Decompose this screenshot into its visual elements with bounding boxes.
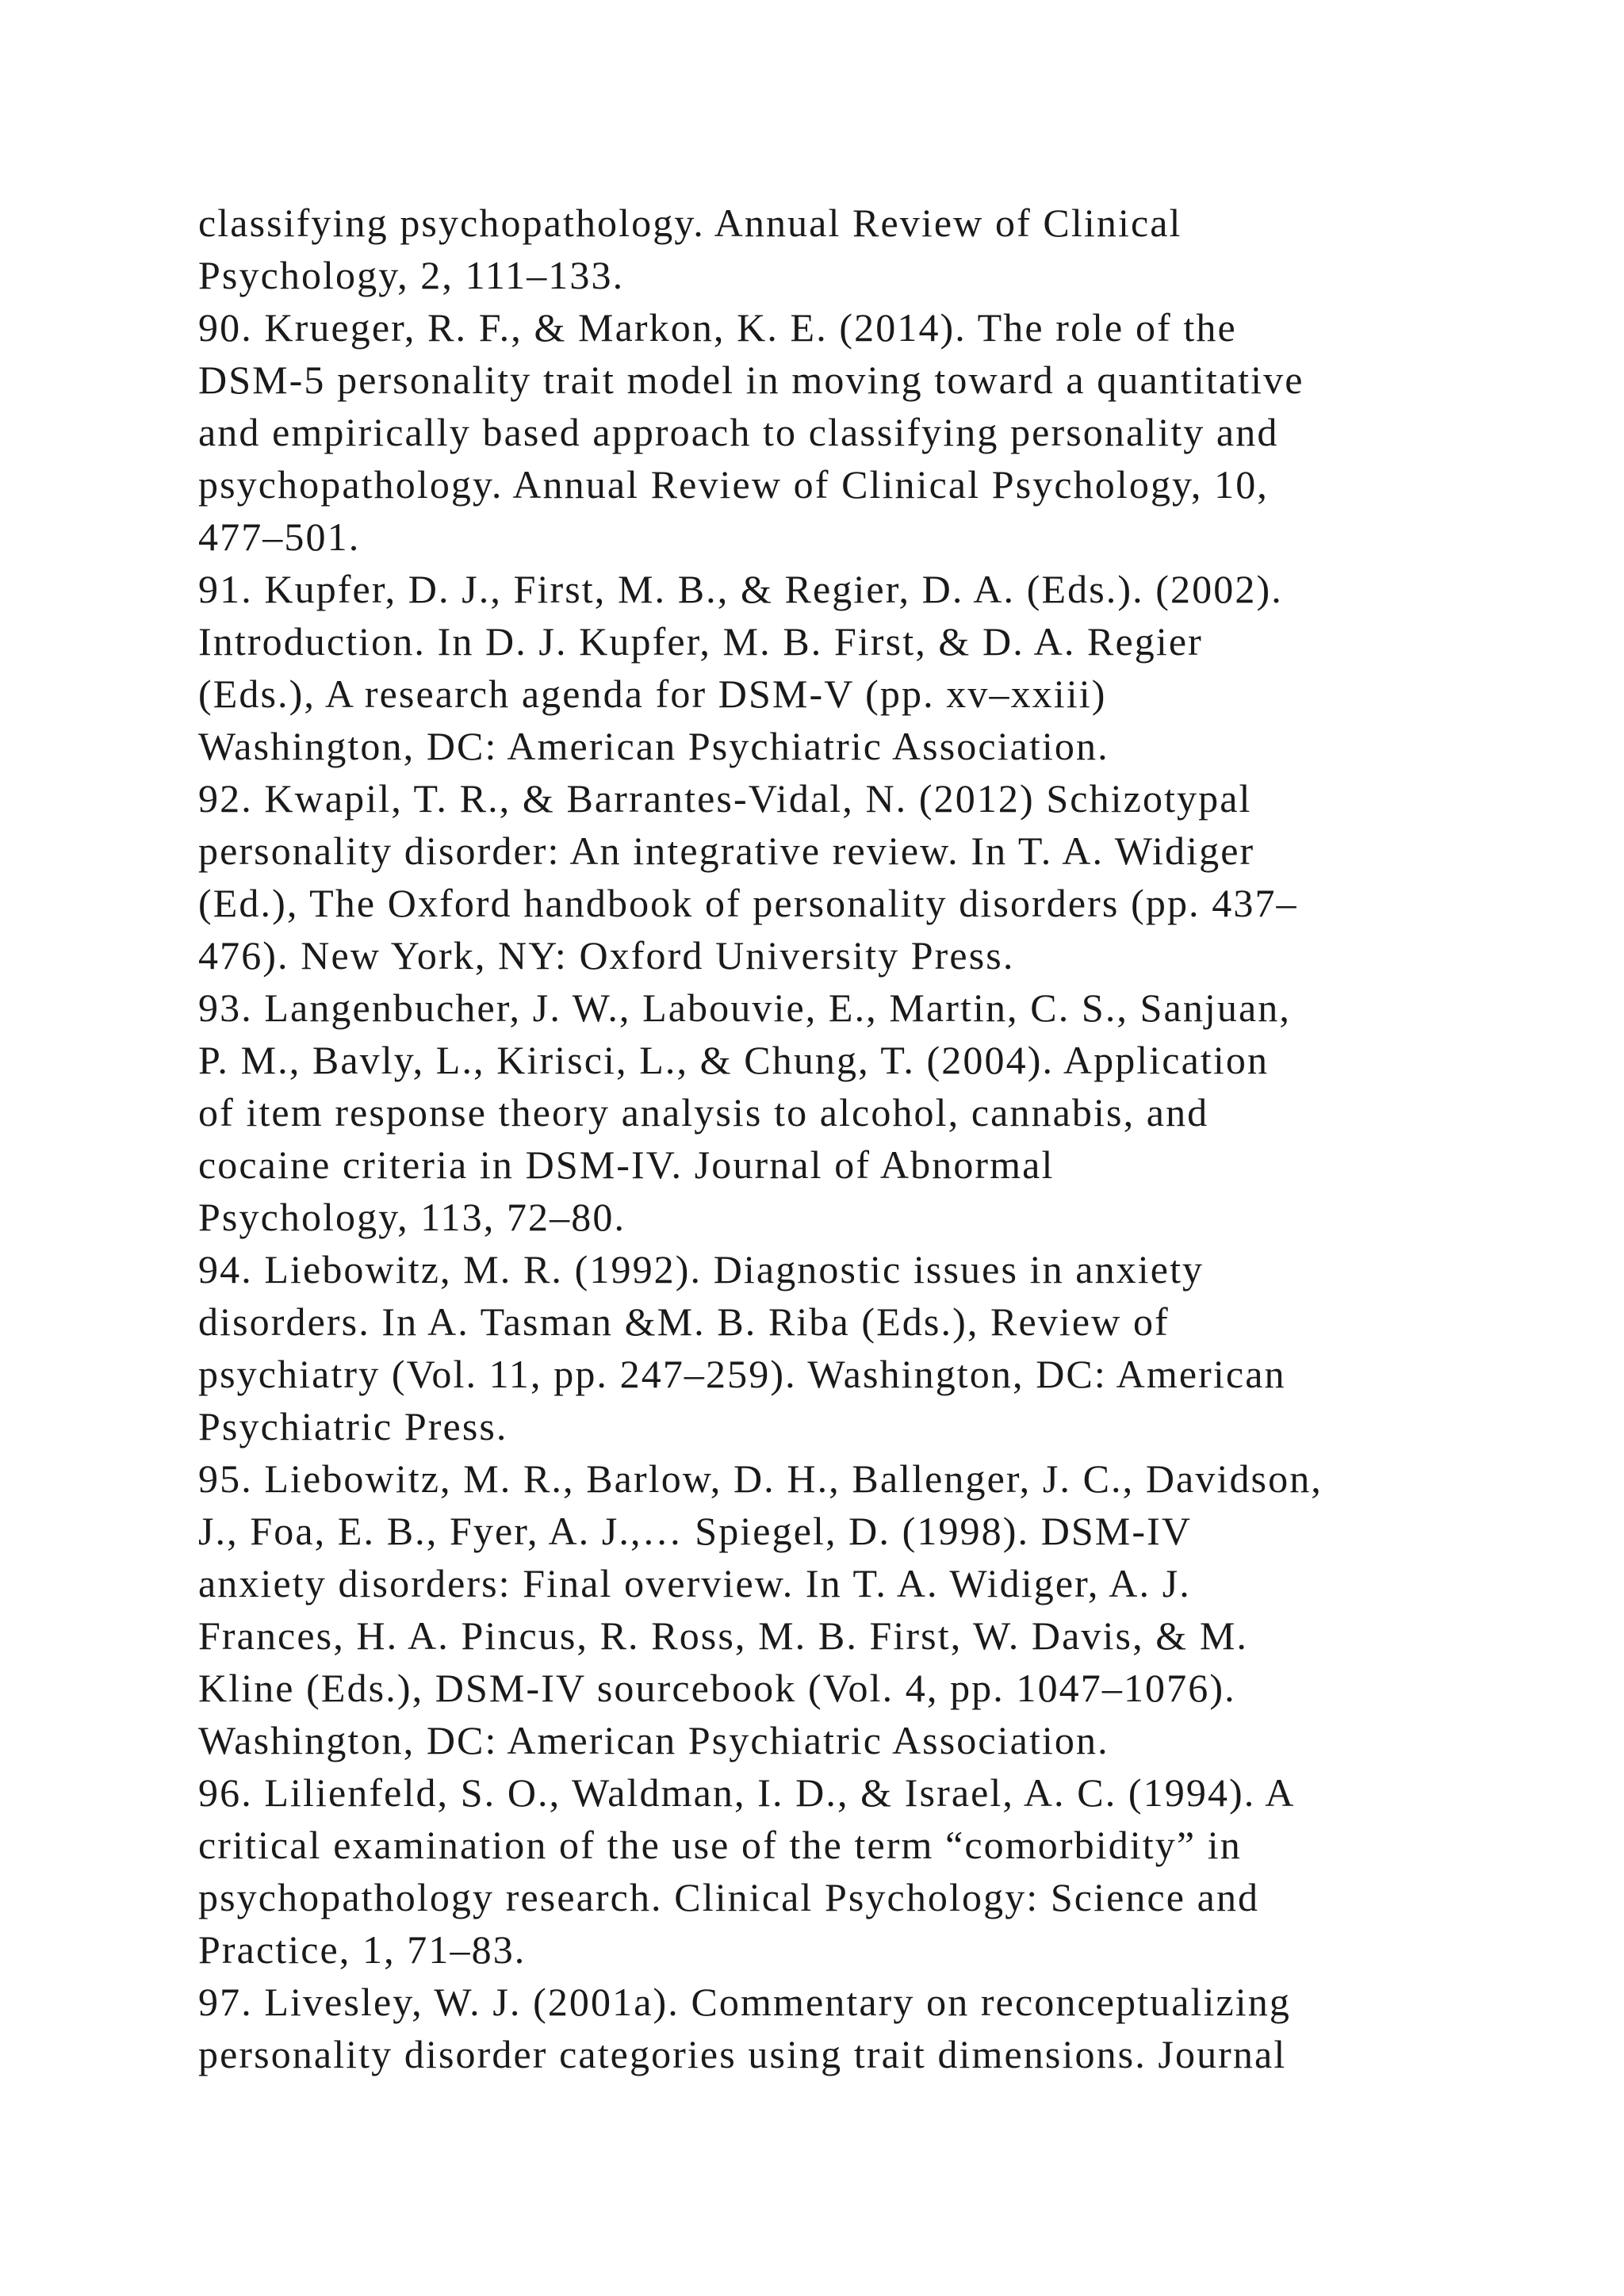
- text-line: J., Foa, E. B., Fyer, A. J.,… Spiegel, D. (1998). DSM-IV: [198, 1509, 1193, 1553]
- reference-entry-92: 92. Kwapil, T. R., & Barrantes-Vidal, N. (2012) Schizotypal: [198, 776, 1252, 821]
- reference-entry-97: 97. Livesley, W. J. (2001a). Commentary on reconceptualizing: [198, 1980, 1292, 2024]
- text-line: (Eds.), A research agenda for DSM-V (pp. xv–xxiii): [198, 672, 1107, 716]
- text-line: classifying psychopathology. Annual Review of Clinical: [198, 201, 1182, 245]
- text-line: psychopathology. Annual Review of Clinical Psychology, 10,: [198, 462, 1269, 507]
- reference-entry-95: 95. Liebowitz, M. R., Barlow, D. H., Ballenger, J. C., Davidson,: [198, 1456, 1323, 1501]
- text-line: personality disorder: An integrative review. In T. A. Widiger: [198, 828, 1255, 873]
- reference-entry-90: 90. Krueger, R. F., & Markon, K. E. (2014). The role of the: [198, 305, 1237, 350]
- text-line: critical examination of the use of the term “comorbidity” in: [198, 1823, 1242, 1867]
- reference-entry-91: 91. Kupfer, D. J., First, M. B., & Regier, D. A. (Eds.). (2002).: [198, 567, 1283, 611]
- text-line: Psychology, 113, 72–80.: [198, 1195, 626, 1239]
- text-line: psychopathology research. Clinical Psychology: Science and: [198, 1875, 1260, 1919]
- text-line: Psychology, 2, 111–133.: [198, 253, 625, 297]
- text-line: and empirically based approach to classifying personality and: [198, 410, 1279, 454]
- reference-entry-94: 94. Liebowitz, M. R. (1992). Diagnostic issues in anxiety: [198, 1247, 1205, 1292]
- text-line: psychiatry (Vol. 11, pp. 247–259). Washington, DC: American: [198, 1352, 1286, 1396]
- text-line: of item response theory analysis to alcohol, cannabis, and: [198, 1090, 1209, 1135]
- text-line: 476). New York, NY: Oxford University Press.: [198, 933, 1015, 978]
- text-line: cocaine criteria in DSM-IV. Journal of Abnormal: [198, 1142, 1055, 1187]
- text-line: disorders. In A. Tasman &M. B. Riba (Eds.), Review of: [198, 1299, 1170, 1344]
- reference-entry-96: 96. Lilienfeld, S. O., Waldman, I. D., & Israel, A. C. (1994). A: [198, 1770, 1296, 1815]
- text-line: Practice, 1, 71–83.: [198, 1927, 527, 1972]
- text-line: 477–501.: [198, 515, 361, 559]
- text-line: personality disorder categories using trait dimensions. Journal: [198, 2032, 1287, 2076]
- text-line: DSM-5 personality trait model in moving toward a quantitative: [198, 358, 1304, 402]
- text-line: Washington, DC: American Psychiatric Association.: [198, 724, 1109, 768]
- text-line: Washington, DC: American Psychiatric Association.: [198, 1718, 1109, 1762]
- text-line: Introduction. In D. J. Kupfer, M. B. First, & D. A. Regier: [198, 619, 1203, 664]
- text-line: (Ed.), The Oxford handbook of personality disorders (pp. 437–: [198, 881, 1298, 925]
- text-line: anxiety disorders: Final overview. In T. A. Widiger, A. J.: [198, 1561, 1191, 1605]
- text-line: Psychiatric Press.: [198, 1404, 508, 1448]
- reference-entry-93: 93. Langenbucher, J. W., Labouvie, E., Martin, C. S., Sanjuan,: [198, 985, 1292, 1030]
- text-line: Kline (Eds.), DSM-IV sourcebook (Vol. 4, pp. 1047–1076).: [198, 1666, 1236, 1710]
- text-line: P. M., Bavly, L., Kirisci, L., & Chung, T. (2004). Application: [198, 1038, 1270, 1082]
- text-line: Frances, H. A. Pincus, R. Ross, M. B. First, W. Davis, & M.: [198, 1613, 1249, 1658]
- reference-list: [198, 197, 1515, 2080]
